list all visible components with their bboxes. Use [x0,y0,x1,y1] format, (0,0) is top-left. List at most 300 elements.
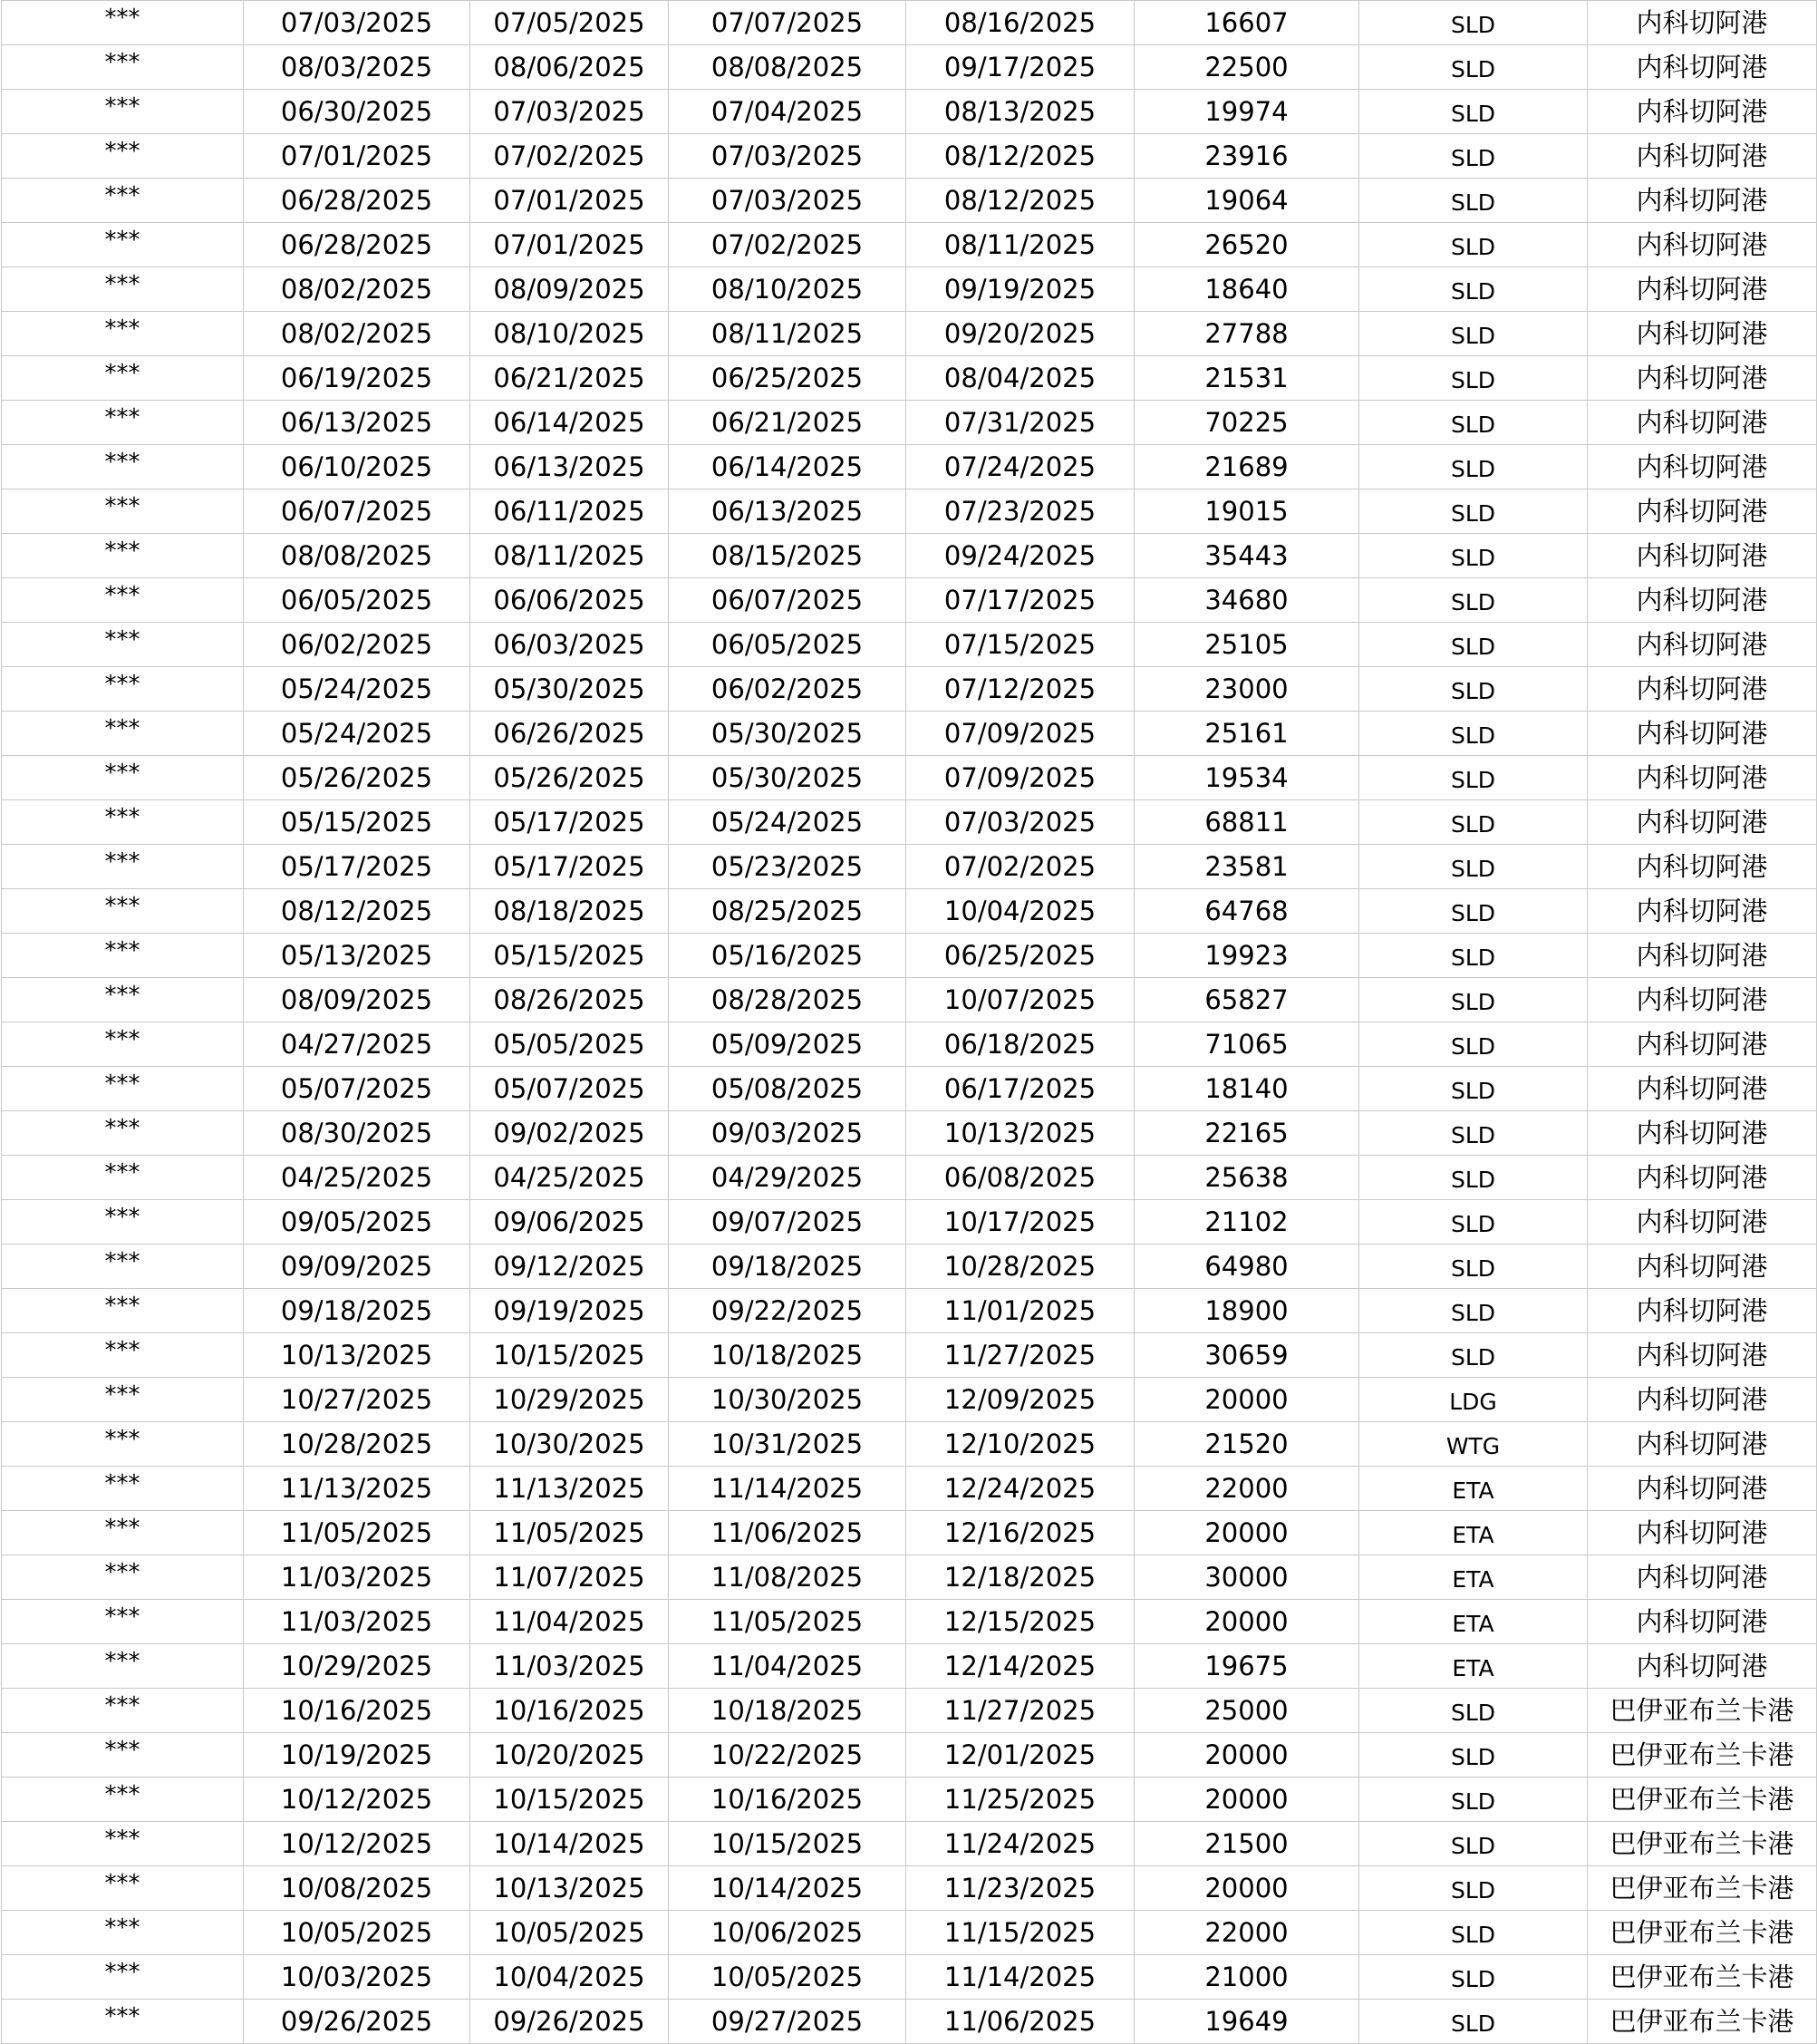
quantity-cell[interactable]: 21689 [1135,445,1359,489]
masked-id-cell[interactable]: *** [2,1333,244,1378]
status-cell[interactable]: SLD [1359,1,1588,45]
date-1-cell[interactable]: 06/05/2025 [244,578,470,623]
status-cell[interactable]: SLD [1359,1866,1588,1911]
date-3-cell[interactable]: 10/05/2025 [669,1955,906,2000]
date-2-cell[interactable]: 05/05/2025 [470,1022,669,1067]
date-1-cell[interactable]: 06/28/2025 [244,223,470,267]
date-4-cell[interactable]: 11/15/2025 [906,1911,1135,1955]
port-cell[interactable]: 巴伊亚布兰卡港 [1588,1911,1817,1955]
date-3-cell[interactable]: 07/07/2025 [669,1,906,45]
date-1-cell[interactable]: 10/05/2025 [244,1911,470,1955]
date-1-cell[interactable]: 10/12/2025 [244,1778,470,1822]
date-3-cell[interactable]: 05/30/2025 [669,712,906,756]
date-1-cell[interactable]: 06/13/2025 [244,401,470,445]
masked-id-cell[interactable]: *** [2,1511,244,1555]
date-2-cell[interactable]: 05/26/2025 [470,756,669,800]
date-4-cell[interactable]: 11/01/2025 [906,1289,1135,1333]
port-cell[interactable]: 内科切阿港 [1588,134,1817,179]
date-1-cell[interactable]: 10/27/2025 [244,1378,470,1422]
date-1-cell[interactable]: 06/30/2025 [244,90,470,134]
quantity-cell[interactable]: 21520 [1135,1422,1359,1467]
date-2-cell[interactable]: 07/05/2025 [470,1,669,45]
date-3-cell[interactable]: 08/15/2025 [669,534,906,578]
date-4-cell[interactable]: 12/14/2025 [906,1644,1135,1689]
date-4-cell[interactable]: 10/13/2025 [906,1111,1135,1156]
masked-id-cell[interactable]: *** [2,800,244,845]
date-1-cell[interactable]: 05/24/2025 [244,712,470,756]
date-1-cell[interactable]: 04/27/2025 [244,1022,470,1067]
date-2-cell[interactable]: 10/16/2025 [470,1689,669,1733]
masked-id-cell[interactable]: *** [2,223,244,267]
quantity-cell[interactable]: 23000 [1135,667,1359,712]
masked-id-cell[interactable]: *** [2,1644,244,1689]
status-cell[interactable]: SLD [1359,1111,1588,1156]
date-4-cell[interactable]: 07/31/2025 [906,401,1135,445]
date-4-cell[interactable]: 12/18/2025 [906,1555,1135,1600]
quantity-cell[interactable]: 64768 [1135,889,1359,934]
date-1-cell[interactable]: 05/13/2025 [244,934,470,978]
date-4-cell[interactable]: 08/13/2025 [906,90,1135,134]
date-2-cell[interactable]: 08/18/2025 [470,889,669,934]
date-3-cell[interactable]: 06/25/2025 [669,356,906,401]
date-1-cell[interactable]: 08/12/2025 [244,889,470,934]
date-4-cell[interactable]: 12/24/2025 [906,1467,1135,1511]
masked-id-cell[interactable]: *** [2,1422,244,1467]
date-3-cell[interactable]: 07/03/2025 [669,134,906,179]
date-3-cell[interactable]: 06/21/2025 [669,401,906,445]
date-3-cell[interactable]: 08/08/2025 [669,45,906,90]
date-2-cell[interactable]: 08/06/2025 [470,45,669,90]
port-cell[interactable]: 内科切阿港 [1588,1422,1817,1467]
date-2-cell[interactable]: 11/13/2025 [470,1467,669,1511]
status-cell[interactable]: SLD [1359,1289,1588,1333]
date-1-cell[interactable]: 10/29/2025 [244,1644,470,1689]
date-1-cell[interactable]: 06/19/2025 [244,356,470,401]
status-cell[interactable]: SLD [1359,134,1588,179]
quantity-cell[interactable]: 71065 [1135,1022,1359,1067]
quantity-cell[interactable]: 22000 [1135,1467,1359,1511]
date-4-cell[interactable]: 07/17/2025 [906,578,1135,623]
port-cell[interactable]: 巴伊亚布兰卡港 [1588,1955,1817,2000]
date-2-cell[interactable]: 11/05/2025 [470,1511,669,1555]
quantity-cell[interactable]: 19064 [1135,179,1359,223]
date-3-cell[interactable]: 10/30/2025 [669,1378,906,1422]
date-1-cell[interactable]: 05/07/2025 [244,1067,470,1111]
date-1-cell[interactable]: 06/02/2025 [244,623,470,667]
port-cell[interactable]: 内科切阿港 [1588,1555,1817,1600]
masked-id-cell[interactable]: *** [2,934,244,978]
date-4-cell[interactable]: 12/01/2025 [906,1733,1135,1778]
quantity-cell[interactable]: 64980 [1135,1245,1359,1289]
date-1-cell[interactable]: 10/28/2025 [244,1422,470,1467]
date-4-cell[interactable]: 11/25/2025 [906,1778,1135,1822]
date-4-cell[interactable]: 11/27/2025 [906,1689,1135,1733]
date-3-cell[interactable]: 09/18/2025 [669,1245,906,1289]
status-cell[interactable]: SLD [1359,356,1588,401]
date-2-cell[interactable]: 10/30/2025 [470,1422,669,1467]
port-cell[interactable]: 内科切阿港 [1588,934,1817,978]
date-3-cell[interactable]: 10/06/2025 [669,1911,906,1955]
masked-id-cell[interactable]: *** [2,2000,244,2044]
status-cell[interactable]: SLD [1359,223,1588,267]
quantity-cell[interactable]: 20000 [1135,1733,1359,1778]
quantity-cell[interactable]: 20000 [1135,1866,1359,1911]
masked-id-cell[interactable]: *** [2,1689,244,1733]
port-cell[interactable]: 内科切阿港 [1588,712,1817,756]
date-1-cell[interactable]: 07/01/2025 [244,134,470,179]
masked-id-cell[interactable]: *** [2,845,244,889]
date-2-cell[interactable]: 04/25/2025 [470,1156,669,1200]
quantity-cell[interactable]: 19923 [1135,934,1359,978]
date-1-cell[interactable]: 08/03/2025 [244,45,470,90]
masked-id-cell[interactable]: *** [2,445,244,489]
status-cell[interactable]: SLD [1359,1911,1588,1955]
quantity-cell[interactable]: 22000 [1135,1911,1359,1955]
quantity-cell[interactable]: 21531 [1135,356,1359,401]
masked-id-cell[interactable]: *** [2,889,244,934]
quantity-cell[interactable]: 20000 [1135,1378,1359,1422]
status-cell[interactable]: ETA [1359,1467,1588,1511]
date-3-cell[interactable]: 09/07/2025 [669,1200,906,1245]
date-1-cell[interactable]: 08/02/2025 [244,267,470,312]
date-2-cell[interactable]: 11/03/2025 [470,1644,669,1689]
port-cell[interactable]: 内科切阿港 [1588,445,1817,489]
date-4-cell[interactable]: 08/16/2025 [906,1,1135,45]
status-cell[interactable]: SLD [1359,889,1588,934]
date-3-cell[interactable]: 08/28/2025 [669,978,906,1022]
date-3-cell[interactable]: 04/29/2025 [669,1156,906,1200]
quantity-cell[interactable]: 27788 [1135,312,1359,356]
masked-id-cell[interactable]: *** [2,1378,244,1422]
date-2-cell[interactable]: 10/15/2025 [470,1778,669,1822]
date-4-cell[interactable]: 07/23/2025 [906,489,1135,534]
port-cell[interactable]: 内科切阿港 [1588,223,1817,267]
port-cell[interactable]: 内科切阿港 [1588,756,1817,800]
date-2-cell[interactable]: 10/13/2025 [470,1866,669,1911]
port-cell[interactable]: 内科切阿港 [1588,1289,1817,1333]
date-4-cell[interactable]: 07/15/2025 [906,623,1135,667]
date-2-cell[interactable]: 08/10/2025 [470,312,669,356]
date-1-cell[interactable]: 08/02/2025 [244,312,470,356]
date-2-cell[interactable]: 05/07/2025 [470,1067,669,1111]
date-2-cell[interactable]: 10/20/2025 [470,1733,669,1778]
date-2-cell[interactable]: 08/11/2025 [470,534,669,578]
date-1-cell[interactable]: 11/05/2025 [244,1511,470,1555]
date-3-cell[interactable]: 11/05/2025 [669,1600,906,1644]
masked-id-cell[interactable]: *** [2,712,244,756]
masked-id-cell[interactable]: *** [2,1467,244,1511]
date-3-cell[interactable]: 09/22/2025 [669,1289,906,1333]
port-cell[interactable]: 内科切阿港 [1588,45,1817,90]
quantity-cell[interactable]: 19015 [1135,489,1359,534]
status-cell[interactable]: SLD [1359,312,1588,356]
date-4-cell[interactable]: 12/09/2025 [906,1378,1135,1422]
status-cell[interactable]: SLD [1359,800,1588,845]
quantity-cell[interactable]: 26520 [1135,223,1359,267]
masked-id-cell[interactable]: *** [2,45,244,90]
masked-id-cell[interactable]: *** [2,578,244,623]
date-3-cell[interactable]: 10/16/2025 [669,1778,906,1822]
date-3-cell[interactable]: 09/27/2025 [669,2000,906,2044]
date-4-cell[interactable]: 07/24/2025 [906,445,1135,489]
quantity-cell[interactable]: 70225 [1135,401,1359,445]
port-cell[interactable]: 内科切阿港 [1588,1600,1817,1644]
quantity-cell[interactable]: 65827 [1135,978,1359,1022]
date-1-cell[interactable]: 09/05/2025 [244,1200,470,1245]
port-cell[interactable]: 巴伊亚布兰卡港 [1588,1778,1817,1822]
status-cell[interactable]: SLD [1359,1955,1588,2000]
date-3-cell[interactable]: 10/18/2025 [669,1333,906,1378]
status-cell[interactable]: SLD [1359,489,1588,534]
quantity-cell[interactable]: 21102 [1135,1200,1359,1245]
masked-id-cell[interactable]: *** [2,1245,244,1289]
status-cell[interactable]: SLD [1359,267,1588,312]
quantity-cell[interactable]: 19675 [1135,1644,1359,1689]
masked-id-cell[interactable]: *** [2,489,244,534]
date-3-cell[interactable]: 05/23/2025 [669,845,906,889]
quantity-cell[interactable]: 35443 [1135,534,1359,578]
status-cell[interactable]: SLD [1359,1200,1588,1245]
date-4-cell[interactable]: 06/17/2025 [906,1067,1135,1111]
status-cell[interactable]: SLD [1359,667,1588,712]
port-cell[interactable]: 内科切阿港 [1588,534,1817,578]
date-3-cell[interactable]: 10/14/2025 [669,1866,906,1911]
port-cell[interactable]: 内科切阿港 [1588,267,1817,312]
date-3-cell[interactable]: 06/14/2025 [669,445,906,489]
date-2-cell[interactable]: 06/14/2025 [470,401,669,445]
date-1-cell[interactable]: 06/07/2025 [244,489,470,534]
port-cell[interactable]: 内科切阿港 [1588,1200,1817,1245]
masked-id-cell[interactable]: *** [2,401,244,445]
port-cell[interactable]: 内科切阿港 [1588,1245,1817,1289]
masked-id-cell[interactable]: *** [2,134,244,179]
date-3-cell[interactable]: 10/18/2025 [669,1689,906,1733]
status-cell[interactable]: SLD [1359,1733,1588,1778]
quantity-cell[interactable]: 30000 [1135,1555,1359,1600]
status-cell[interactable]: SLD [1359,179,1588,223]
date-2-cell[interactable]: 10/05/2025 [470,1911,669,1955]
port-cell[interactable]: 内科切阿港 [1588,90,1817,134]
masked-id-cell[interactable]: *** [2,1067,244,1111]
quantity-cell[interactable]: 20000 [1135,1511,1359,1555]
port-cell[interactable]: 内科切阿港 [1588,401,1817,445]
status-cell[interactable]: ETA [1359,1555,1588,1600]
port-cell[interactable]: 内科切阿港 [1588,1378,1817,1422]
port-cell[interactable]: 内科切阿港 [1588,179,1817,223]
masked-id-cell[interactable]: *** [2,1111,244,1156]
quantity-cell[interactable]: 68811 [1135,800,1359,845]
port-cell[interactable]: 内科切阿港 [1588,356,1817,401]
quantity-cell[interactable]: 18900 [1135,1289,1359,1333]
masked-id-cell[interactable]: *** [2,1555,244,1600]
masked-id-cell[interactable]: *** [2,1866,244,1911]
date-2-cell[interactable]: 06/03/2025 [470,623,669,667]
date-1-cell[interactable]: 10/16/2025 [244,1689,470,1733]
date-4-cell[interactable]: 07/02/2025 [906,845,1135,889]
port-cell[interactable]: 内科切阿港 [1588,1067,1817,1111]
masked-id-cell[interactable]: *** [2,1911,244,1955]
date-2-cell[interactable]: 11/07/2025 [470,1555,669,1600]
port-cell[interactable]: 内科切阿港 [1588,1644,1817,1689]
status-cell[interactable]: SLD [1359,1689,1588,1733]
status-cell[interactable]: ETA [1359,1511,1588,1555]
quantity-cell[interactable]: 16607 [1135,1,1359,45]
date-2-cell[interactable]: 09/19/2025 [470,1289,669,1333]
date-1-cell[interactable]: 11/13/2025 [244,1467,470,1511]
date-3-cell[interactable]: 07/03/2025 [669,179,906,223]
masked-id-cell[interactable]: *** [2,1733,244,1778]
date-1-cell[interactable]: 08/08/2025 [244,534,470,578]
port-cell[interactable]: 内科切阿港 [1588,1,1817,45]
date-3-cell[interactable]: 05/16/2025 [669,934,906,978]
date-3-cell[interactable]: 07/04/2025 [669,90,906,134]
date-1-cell[interactable]: 09/09/2025 [244,1245,470,1289]
date-4-cell[interactable]: 10/17/2025 [906,1200,1135,1245]
date-2-cell[interactable]: 05/17/2025 [470,845,669,889]
status-cell[interactable]: SLD [1359,1822,1588,1866]
date-1-cell[interactable]: 10/19/2025 [244,1733,470,1778]
quantity-cell[interactable]: 23916 [1135,134,1359,179]
masked-id-cell[interactable]: *** [2,667,244,712]
date-3-cell[interactable]: 11/08/2025 [669,1555,906,1600]
port-cell[interactable]: 内科切阿港 [1588,1156,1817,1200]
port-cell[interactable]: 内科切阿港 [1588,845,1817,889]
quantity-cell[interactable]: 20000 [1135,1600,1359,1644]
status-cell[interactable]: SLD [1359,623,1588,667]
date-4-cell[interactable]: 09/24/2025 [906,534,1135,578]
date-3-cell[interactable]: 09/03/2025 [669,1111,906,1156]
date-2-cell[interactable]: 07/02/2025 [470,134,669,179]
date-4-cell[interactable]: 07/09/2025 [906,712,1135,756]
masked-id-cell[interactable]: *** [2,1289,244,1333]
port-cell[interactable]: 内科切阿港 [1588,889,1817,934]
date-1-cell[interactable]: 10/13/2025 [244,1333,470,1378]
date-2-cell[interactable]: 09/06/2025 [470,1200,669,1245]
date-2-cell[interactable]: 10/14/2025 [470,1822,669,1866]
date-4-cell[interactable]: 07/12/2025 [906,667,1135,712]
date-3-cell[interactable]: 10/15/2025 [669,1822,906,1866]
date-4-cell[interactable]: 09/19/2025 [906,267,1135,312]
quantity-cell[interactable]: 30659 [1135,1333,1359,1378]
masked-id-cell[interactable]: *** [2,90,244,134]
masked-id-cell[interactable]: *** [2,623,244,667]
port-cell[interactable]: 内科切阿港 [1588,623,1817,667]
quantity-cell[interactable]: 25105 [1135,623,1359,667]
port-cell[interactable]: 内科切阿港 [1588,578,1817,623]
status-cell[interactable]: SLD [1359,401,1588,445]
quantity-cell[interactable]: 18140 [1135,1067,1359,1111]
date-2-cell[interactable]: 06/26/2025 [470,712,669,756]
status-cell[interactable]: SLD [1359,712,1588,756]
date-1-cell[interactable]: 10/08/2025 [244,1866,470,1911]
date-1-cell[interactable]: 10/12/2025 [244,1822,470,1866]
status-cell[interactable]: SLD [1359,45,1588,90]
status-cell[interactable]: SLD [1359,2000,1588,2044]
date-2-cell[interactable]: 10/04/2025 [470,1955,669,2000]
status-cell[interactable]: SLD [1359,1022,1588,1067]
port-cell[interactable]: 内科切阿港 [1588,1022,1817,1067]
quantity-cell[interactable]: 21500 [1135,1822,1359,1866]
port-cell[interactable]: 内科切阿港 [1588,1111,1817,1156]
date-3-cell[interactable]: 10/31/2025 [669,1422,906,1467]
port-cell[interactable]: 巴伊亚布兰卡港 [1588,1689,1817,1733]
date-2-cell[interactable]: 11/04/2025 [470,1600,669,1644]
date-4-cell[interactable]: 10/04/2025 [906,889,1135,934]
date-1-cell[interactable]: 05/17/2025 [244,845,470,889]
date-4-cell[interactable]: 06/25/2025 [906,934,1135,978]
date-1-cell[interactable]: 07/03/2025 [244,1,470,45]
port-cell[interactable]: 内科切阿港 [1588,489,1817,534]
port-cell[interactable]: 内科切阿港 [1588,800,1817,845]
masked-id-cell[interactable]: *** [2,179,244,223]
quantity-cell[interactable]: 21000 [1135,1955,1359,2000]
status-cell[interactable]: SLD [1359,845,1588,889]
masked-id-cell[interactable]: *** [2,1778,244,1822]
date-4-cell[interactable]: 12/16/2025 [906,1511,1135,1555]
date-3-cell[interactable]: 08/10/2025 [669,267,906,312]
date-1-cell[interactable]: 09/26/2025 [244,2000,470,2044]
date-2-cell[interactable]: 08/09/2025 [470,267,669,312]
date-1-cell[interactable]: 11/03/2025 [244,1600,470,1644]
port-cell[interactable]: 巴伊亚布兰卡港 [1588,2000,1817,2044]
quantity-cell[interactable]: 25638 [1135,1156,1359,1200]
masked-id-cell[interactable]: *** [2,1200,244,1245]
quantity-cell[interactable]: 19649 [1135,2000,1359,2044]
date-2-cell[interactable]: 07/03/2025 [470,90,669,134]
date-3-cell[interactable]: 08/11/2025 [669,312,906,356]
date-2-cell[interactable]: 06/21/2025 [470,356,669,401]
date-4-cell[interactable]: 09/20/2025 [906,312,1135,356]
date-4-cell[interactable]: 08/04/2025 [906,356,1135,401]
date-4-cell[interactable]: 11/27/2025 [906,1333,1135,1378]
date-4-cell[interactable]: 11/06/2025 [906,2000,1135,2044]
date-2-cell[interactable]: 09/02/2025 [470,1111,669,1156]
quantity-cell[interactable]: 22500 [1135,45,1359,90]
masked-id-cell[interactable]: *** [2,1,244,45]
masked-id-cell[interactable]: *** [2,1022,244,1067]
status-cell[interactable]: SLD [1359,1245,1588,1289]
date-1-cell[interactable]: 05/15/2025 [244,800,470,845]
date-2-cell[interactable]: 07/01/2025 [470,179,669,223]
port-cell[interactable]: 巴伊亚布兰卡港 [1588,1733,1817,1778]
date-1-cell[interactable]: 10/03/2025 [244,1955,470,2000]
port-cell[interactable]: 内科切阿港 [1588,312,1817,356]
date-4-cell[interactable]: 08/12/2025 [906,179,1135,223]
masked-id-cell[interactable]: *** [2,1955,244,2000]
date-2-cell[interactable]: 05/15/2025 [470,934,669,978]
date-3-cell[interactable]: 11/04/2025 [669,1644,906,1689]
date-1-cell[interactable]: 05/26/2025 [244,756,470,800]
status-cell[interactable]: ETA [1359,1644,1588,1689]
port-cell[interactable]: 巴伊亚布兰卡港 [1588,1822,1817,1866]
port-cell[interactable]: 内科切阿港 [1588,667,1817,712]
date-3-cell[interactable]: 10/22/2025 [669,1733,906,1778]
date-2-cell[interactable]: 10/29/2025 [470,1378,669,1422]
status-cell[interactable]: SLD [1359,534,1588,578]
port-cell[interactable]: 内科切阿港 [1588,1511,1817,1555]
date-2-cell[interactable]: 06/13/2025 [470,445,669,489]
port-cell[interactable]: 内科切阿港 [1588,1467,1817,1511]
date-4-cell[interactable]: 12/15/2025 [906,1600,1135,1644]
port-cell[interactable]: 巴伊亚布兰卡港 [1588,1866,1817,1911]
date-3-cell[interactable]: 05/09/2025 [669,1022,906,1067]
port-cell[interactable]: 内科切阿港 [1588,1333,1817,1378]
date-4-cell[interactable]: 11/24/2025 [906,1822,1135,1866]
date-2-cell[interactable]: 08/26/2025 [470,978,669,1022]
date-4-cell[interactable]: 08/12/2025 [906,134,1135,179]
date-3-cell[interactable]: 08/25/2025 [669,889,906,934]
date-4-cell[interactable]: 09/17/2025 [906,45,1135,90]
